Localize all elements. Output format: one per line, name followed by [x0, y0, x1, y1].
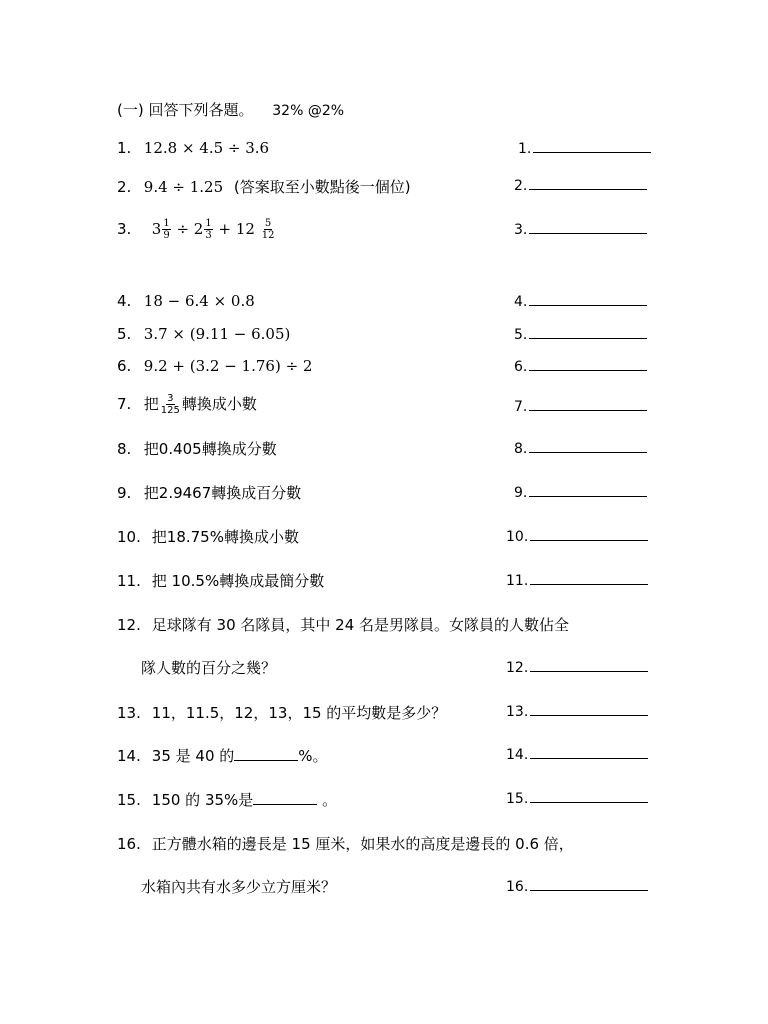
answer-16[interactable] — [506, 878, 648, 895]
question-9 — [117, 482, 301, 503]
question-text: 18 − 6.4 × 0.8 — [143, 292, 255, 310]
section-marks: 32% @2% — [272, 103, 345, 119]
answer-number: 10. — [506, 529, 529, 545]
question-13 — [117, 702, 446, 723]
answer-11[interactable] — [506, 572, 648, 589]
answer-number: 4. — [514, 294, 528, 310]
question-8 — [117, 438, 277, 459]
question-text-line-1: 足球隊有 30 名隊員，其中 24 名是男隊員。女隊員的人數佔全 — [151, 616, 570, 634]
question-16-continued — [141, 876, 336, 897]
answer-line[interactable] — [530, 572, 648, 585]
question-number: 6. — [117, 357, 132, 375]
answer-line[interactable] — [530, 746, 648, 759]
question-text: 11，11.5，12，13，15 的平均數是多少？ — [151, 704, 447, 722]
answer-number: 14. — [506, 747, 529, 763]
question-text: 把0.405轉換成分數 — [143, 440, 277, 458]
answer-line[interactable] — [529, 326, 647, 339]
answer-line[interactable] — [530, 528, 648, 541]
question-text-line-2: 水箱內共有水多少立方厘米？ — [141, 878, 337, 896]
answer-number: 12. — [506, 660, 529, 676]
question-16 — [117, 833, 574, 854]
question-2 — [117, 176, 411, 197]
question-number: 11. — [117, 572, 141, 590]
question-number: 5. — [117, 325, 132, 343]
question-number: 8. — [117, 440, 132, 458]
question-text-line-1: 正方體水箱的邊長是 15 厘米，如果水的高度是邊長的 0.6 倍， — [151, 835, 574, 853]
answer-line[interactable] — [533, 140, 651, 153]
answer-number: 3. — [514, 222, 528, 238]
question-number: 14. — [117, 747, 141, 765]
answer-line[interactable] — [529, 177, 647, 190]
question-text: 12.8 × 4.5 ÷ 3.6 — [143, 139, 270, 157]
question-1 — [117, 139, 269, 157]
answer-number: 1. — [518, 141, 532, 157]
question-text: 把 10.5%轉換成最簡分數 — [151, 572, 325, 590]
answer-2[interactable] — [514, 177, 647, 194]
answer-5[interactable] — [514, 326, 647, 343]
question-text: 9.2 + (3.2 − 1.76) ÷ 2 — [143, 357, 313, 375]
question-text: 把2.9467轉換成百分數 — [143, 484, 302, 502]
answer-number: 11. — [506, 573, 529, 589]
answer-number: 13. — [506, 704, 529, 720]
question-5 — [117, 325, 290, 343]
answer-6[interactable] — [514, 358, 647, 375]
question-number: 10. — [117, 528, 141, 546]
question-4 — [117, 292, 255, 310]
question-11 — [117, 570, 324, 591]
answer-line[interactable] — [529, 293, 647, 306]
answer-line[interactable] — [530, 659, 648, 672]
question-text: 把18.75%轉換成小數 — [151, 528, 299, 546]
question-text: 把 $\frac{3}{125}$ 轉換成小數 — [143, 393, 257, 416]
answer-8[interactable] — [514, 440, 647, 457]
answer-line[interactable] — [530, 790, 648, 803]
section-title: (一) 回答下列各題。 — [117, 101, 254, 119]
fraction: $\frac{5}{12}$ — [261, 218, 275, 241]
fraction: $\frac{3}{125}$ — [160, 393, 180, 416]
question-number: 7. — [117, 395, 132, 413]
question-number: 9. — [117, 484, 132, 502]
question-number: 3. — [117, 219, 132, 238]
answer-number: 15. — [506, 791, 529, 807]
question-note: (答案取至小數點後一個位) — [233, 178, 411, 196]
fill-in-blank[interactable] — [234, 748, 298, 761]
answer-line[interactable] — [529, 484, 647, 497]
answer-line[interactable] — [530, 703, 648, 716]
question-number: 4. — [117, 292, 132, 310]
answer-12[interactable] — [506, 659, 648, 676]
answer-14[interactable] — [506, 746, 648, 763]
answer-13[interactable] — [506, 703, 648, 720]
answer-line[interactable] — [529, 398, 647, 411]
question-3 — [117, 218, 276, 241]
question-number: 12. — [117, 616, 141, 634]
question-6 — [117, 357, 312, 375]
answer-line[interactable] — [530, 878, 648, 891]
answer-number: 16. — [506, 879, 529, 895]
answer-line[interactable] — [529, 358, 647, 371]
question-number: 13. — [117, 704, 141, 722]
answer-line[interactable] — [529, 221, 647, 234]
question-number: 1. — [117, 139, 132, 157]
answer-number: 8. — [514, 441, 528, 457]
answer-line[interactable] — [529, 440, 647, 453]
answer-10[interactable] — [506, 528, 648, 545]
answer-number: 7. — [514, 399, 528, 415]
question-text: 35 是 40 的 %。 — [151, 747, 328, 765]
question-text: 150 的 35%是 。 — [151, 791, 338, 809]
question-text: 3.7 × (9.11 − 6.05) — [143, 325, 291, 343]
section-heading — [117, 99, 344, 120]
question-10 — [117, 526, 299, 547]
fill-in-blank[interactable] — [253, 792, 317, 805]
fraction: $\frac{1}{3}$ — [205, 218, 212, 241]
question-number: 15. — [117, 791, 141, 809]
answer-number: 5. — [514, 327, 528, 343]
question-7 — [117, 393, 257, 416]
question-15 — [117, 789, 337, 810]
question-12-continued — [141, 657, 276, 678]
question-text: 3 $\frac{1}{9}$ ÷ 2 $\frac{1}{3}$ + 12 $\frac{5}{12}$ — [151, 218, 275, 241]
question-text-line-2: 隊人數的百分之幾？ — [141, 659, 277, 677]
answer-9[interactable] — [514, 484, 647, 501]
question-number: 16. — [117, 835, 141, 853]
fraction: $\frac{1}{9}$ — [163, 218, 170, 241]
question-number: 2. — [117, 178, 132, 196]
question-12 — [117, 614, 569, 635]
answer-number: 2. — [514, 178, 528, 194]
answer-15[interactable] — [506, 790, 648, 807]
answer-3[interactable] — [514, 221, 647, 238]
question-text: 9.4 ÷ 1.25 — [143, 178, 224, 196]
answer-number: 9. — [514, 485, 528, 501]
answer-number: 6. — [514, 359, 528, 375]
answer-4[interactable] — [514, 293, 647, 310]
answer-1[interactable] — [518, 140, 651, 157]
question-14 — [117, 745, 328, 766]
answer-7[interactable] — [514, 398, 647, 415]
